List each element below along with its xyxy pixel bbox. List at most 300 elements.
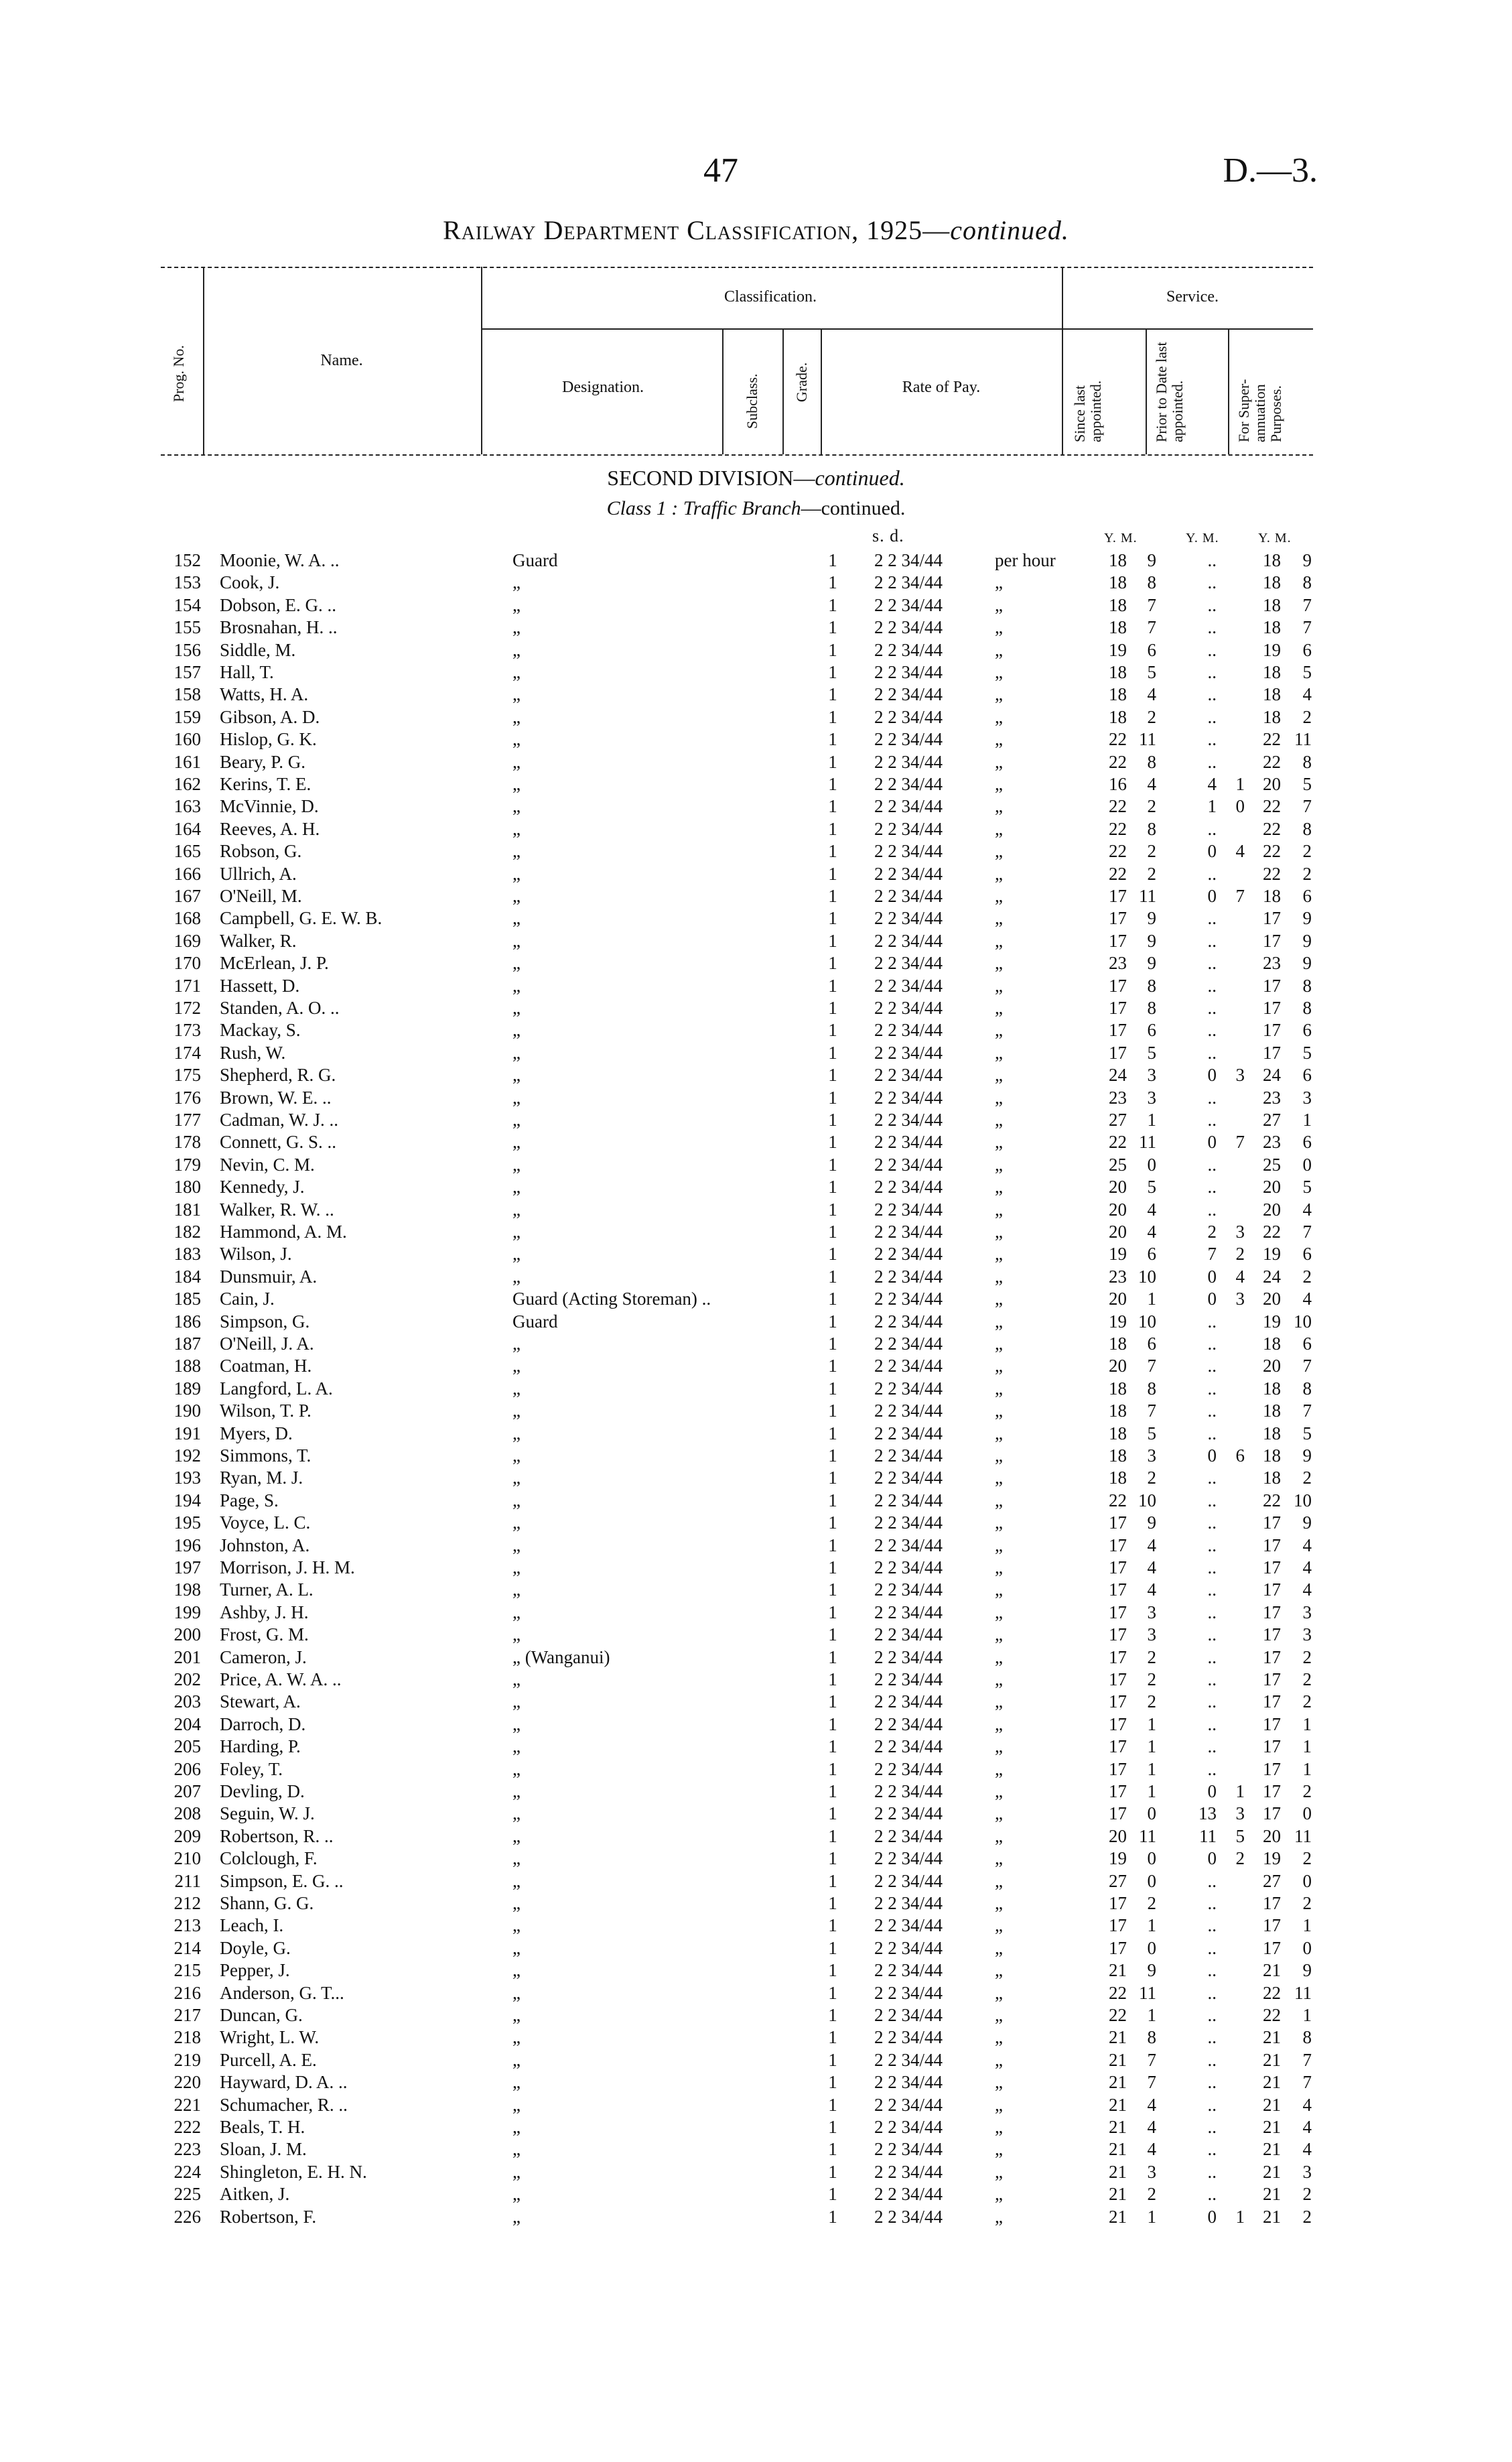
prior-years-cell: ..	[1207, 1557, 1217, 1577]
designation-cell: „	[512, 2139, 521, 2160]
since-years-cell: 22	[1109, 863, 1127, 884]
table-row	[0, 1445, 1512, 1467]
subclass-cell: 1	[828, 1893, 837, 1913]
subclass-cell: 1	[828, 1781, 837, 1801]
subclass-cell: 1	[828, 1848, 837, 1869]
prior-years-cell: ..	[1207, 1110, 1217, 1130]
super-years-cell: 21	[1263, 2072, 1281, 2093]
super-months-cell: 9	[1302, 550, 1312, 570]
prog-no-cell: 226	[174, 2206, 201, 2227]
super-years-cell: 17	[1263, 908, 1281, 929]
prior-years-cell: 0	[1207, 1289, 1217, 1309]
since-months-cell: 1	[1147, 2206, 1156, 2227]
prior-months-cell: 1	[1235, 1781, 1245, 1801]
rate-unit-cell: „	[995, 998, 1003, 1018]
prog-no-cell: 155	[174, 617, 201, 638]
name-cell: Frost, G. M.	[220, 1624, 309, 1645]
designation-cell: „	[512, 863, 521, 884]
prog-no-cell: 208	[174, 1803, 201, 1824]
name-cell: Wilson, J.	[220, 1244, 292, 1265]
rate-unit-cell: „	[995, 1199, 1003, 1220]
super-months-cell: 0	[1302, 1803, 1312, 1824]
prior-years-cell: ..	[1207, 1758, 1217, 1779]
super-years-cell: 18	[1263, 550, 1281, 570]
rate-cell: 2 2 34/44	[874, 594, 943, 615]
super-months-cell: 1	[1302, 1736, 1312, 1757]
super-years-cell: 17	[1263, 1512, 1281, 1533]
rate-unit-cell: „	[995, 1244, 1003, 1265]
name-cell: Anderson, G. T...	[220, 1982, 344, 2003]
rate-cell: 2 2 34/44	[874, 1893, 943, 1913]
super-years-cell: 17	[1263, 1803, 1281, 1824]
super-years-cell: 17	[1263, 1915, 1281, 1936]
rate-cell: 2 2 34/44	[874, 639, 943, 660]
super-months-cell: 2	[1302, 1646, 1312, 1667]
prog-no-cell: 201	[174, 1646, 201, 1667]
super-months-cell: 10	[1294, 1490, 1312, 1510]
prog-no-cell: 191	[174, 1423, 201, 1443]
since-years-cell: 18	[1109, 1334, 1127, 1354]
prior-years-cell: ..	[1207, 550, 1217, 570]
prior-years-cell: 0	[1207, 886, 1217, 906]
since-months-cell: 11	[1139, 1825, 1156, 1846]
table-row	[0, 706, 1512, 728]
prog-no-cell: 197	[174, 1557, 201, 1577]
since-months-cell: 3	[1147, 1065, 1156, 1086]
since-months-cell: 4	[1147, 2139, 1156, 2160]
since-years-cell: 17	[1109, 1713, 1127, 1734]
rate-unit-cell: „	[995, 863, 1003, 884]
table-row	[0, 1624, 1512, 1646]
subclass-cell: 1	[828, 841, 837, 862]
rate-unit-cell: „	[995, 1065, 1003, 1086]
rate-cell: 2 2 34/44	[874, 1646, 943, 1667]
rate-cell: 2 2 34/44	[874, 930, 943, 951]
table-row	[0, 1870, 1512, 1892]
prog-no-cell: 163	[174, 796, 201, 817]
prior-years-cell: ..	[1207, 1893, 1217, 1913]
prog-no-cell: 164	[174, 818, 201, 839]
prior-months-cell: 2	[1235, 1848, 1245, 1869]
name-cell: Brosnahan, H. ..	[220, 617, 338, 638]
rate-unit-cell: „	[995, 684, 1003, 705]
subclass-cell: 1	[828, 886, 837, 906]
since-years-cell: 19	[1109, 1311, 1127, 1332]
since-months-cell: 8	[1147, 572, 1156, 593]
table-row	[0, 1064, 1512, 1086]
prior-years-cell: ..	[1207, 2139, 1217, 2160]
name-cell: Dobson, E. G. ..	[220, 594, 336, 615]
table-row	[0, 1892, 1512, 1915]
prior-years-cell: ..	[1207, 729, 1217, 750]
prior-months-cell: 1	[1235, 2206, 1245, 2227]
table-row	[0, 2026, 1512, 2049]
subclass-cell: 1	[828, 594, 837, 615]
subclass-cell: 1	[828, 1401, 837, 1421]
super-months-cell: 6	[1302, 1020, 1312, 1041]
rate-cell: 2 2 34/44	[874, 1222, 943, 1242]
prog-no-cell: 169	[174, 930, 201, 951]
name-cell: Moonie, W. A. ..	[220, 550, 340, 570]
super-years-cell: 20	[1263, 1356, 1281, 1376]
subclass-cell: 1	[828, 1803, 837, 1824]
super-years-cell: 17	[1263, 1646, 1281, 1667]
super-years-cell: 19	[1263, 1311, 1281, 1332]
since-months-cell: 0	[1147, 1848, 1156, 1869]
rate-cell: 2 2 34/44	[874, 1132, 943, 1153]
subclass-cell: 1	[828, 729, 837, 750]
prog-no-cell: 220	[174, 2072, 201, 2093]
since-years-cell: 21	[1109, 2049, 1127, 2070]
designation-cell: „	[512, 1870, 521, 1891]
prior-years-cell: ..	[1207, 1736, 1217, 1757]
name-cell: Voyce, L. C.	[220, 1512, 311, 1533]
name-cell: Kerins, T. E.	[220, 774, 312, 794]
since-years-cell: 17	[1109, 1512, 1127, 1533]
designation-cell: „	[512, 1915, 521, 1936]
name-cell: O'Neill, J. A.	[220, 1334, 314, 1354]
prior-years-cell: ..	[1207, 2117, 1217, 2137]
since-years-cell: 18	[1109, 662, 1127, 682]
rate-cell: 2 2 34/44	[874, 1781, 943, 1801]
since-months-cell: 3	[1147, 1602, 1156, 1622]
table-row	[0, 930, 1512, 952]
super-years-cell: 17	[1263, 1736, 1281, 1757]
rate-unit-cell: „	[995, 1401, 1003, 1421]
table-row	[0, 997, 1512, 1019]
table-row	[0, 1042, 1512, 1064]
since-months-cell: 4	[1147, 684, 1156, 705]
designation-cell: „	[512, 1624, 521, 1645]
name-cell: Leach, I.	[220, 1915, 284, 1936]
prior-years-cell: ..	[1207, 818, 1217, 839]
super-months-cell: 4	[1302, 2117, 1312, 2137]
designation-cell: „	[512, 1065, 521, 1086]
designation-cell: „	[512, 1468, 521, 1488]
subclass-cell: 1	[828, 1065, 837, 1086]
designation-cell: „	[512, 1356, 521, 1376]
super-years-cell: 21	[1263, 2161, 1281, 2182]
since-months-cell: 2	[1147, 863, 1156, 884]
prog-no-cell: 178	[174, 1132, 201, 1153]
since-years-cell: 17	[1109, 975, 1127, 996]
prog-no-cell: 182	[174, 1222, 201, 1242]
super-years-cell: 17	[1263, 975, 1281, 996]
prog-no-cell: 222	[174, 2117, 201, 2137]
subclass-cell: 1	[828, 1132, 837, 1153]
subclass-cell: 1	[828, 1915, 837, 1936]
since-years-cell: 17	[1109, 1803, 1127, 1824]
super-years-cell: 22	[1263, 841, 1281, 862]
super-months-cell: 6	[1302, 1244, 1312, 1265]
prior-years-cell: ..	[1207, 908, 1217, 929]
rate-cell: 2 2 34/44	[874, 617, 943, 638]
prog-no-cell: 189	[174, 1378, 201, 1399]
super-months-cell: 6	[1302, 1065, 1312, 1086]
prog-no-cell: 154	[174, 594, 201, 615]
since-years-cell: 17	[1109, 1557, 1127, 1577]
designation-cell: „	[512, 2005, 521, 2025]
name-cell: Seguin, W. J.	[220, 1803, 315, 1824]
subclass-cell: 1	[828, 1244, 837, 1265]
since-years-cell: 22	[1109, 818, 1127, 839]
since-months-cell: 4	[1147, 1579, 1156, 1600]
super-years-cell: 22	[1263, 796, 1281, 817]
super-months-cell: 4	[1302, 1199, 1312, 1220]
table-row	[0, 1199, 1512, 1221]
super-months-cell: 7	[1302, 594, 1312, 615]
subclass-cell: 1	[828, 1445, 837, 1466]
rate-unit-cell: „	[995, 1893, 1003, 1913]
prior-years-cell: ..	[1207, 1020, 1217, 1041]
name-cell: Cook, J.	[220, 572, 280, 593]
prog-no-cell: 185	[174, 1289, 201, 1309]
rate-cell: 2 2 34/44	[874, 1266, 943, 1287]
rate-unit-cell: „	[995, 841, 1003, 862]
subclass-cell: 1	[828, 1110, 837, 1130]
prior-years-cell: ..	[1207, 1669, 1217, 1689]
prior-months-cell: 2	[1235, 1244, 1245, 1265]
header-divider	[1228, 328, 1229, 454]
rate-cell: 2 2 34/44	[874, 1713, 943, 1734]
since-months-cell: 9	[1147, 953, 1156, 974]
since-months-cell: 1	[1147, 1758, 1156, 1779]
prog-no-cell: 206	[174, 1758, 201, 1779]
since-years-cell: 20	[1109, 1356, 1127, 1376]
prior-years-cell: 0	[1207, 1266, 1217, 1287]
designation-cell: „	[512, 1803, 521, 1824]
name-cell: Walker, R.	[220, 930, 297, 951]
super-years-cell: 17	[1263, 1602, 1281, 1622]
name-cell: Reeves, A. H.	[220, 818, 320, 839]
name-cell: Cameron, J.	[220, 1646, 307, 1667]
rate-cell: 2 2 34/44	[874, 684, 943, 705]
prog-no-cell: 158	[174, 684, 201, 705]
prior-years-cell: ..	[1207, 1624, 1217, 1645]
header-divider	[481, 267, 482, 454]
since-months-cell: 6	[1147, 639, 1156, 660]
super-years-cell: 17	[1263, 1669, 1281, 1689]
designation-cell: „	[512, 796, 521, 817]
since-months-cell: 4	[1147, 1199, 1156, 1220]
rate-unit-cell: „	[995, 1825, 1003, 1846]
rate-unit-cell: „	[995, 1334, 1003, 1354]
designation-cell: „	[512, 1244, 521, 1265]
designation-cell: „	[512, 1893, 521, 1913]
table-row	[0, 1691, 1512, 1713]
designation-cell: „	[512, 1132, 521, 1153]
table-row	[0, 751, 1512, 773]
since-months-cell: 7	[1147, 2072, 1156, 2093]
name-cell: Shann, G. G.	[220, 1893, 314, 1913]
super-months-cell: 4	[1302, 1289, 1312, 1309]
prior-months-cell: 0	[1235, 796, 1245, 817]
prog-no-cell: 203	[174, 1691, 201, 1712]
prog-no-cell: 160	[174, 729, 201, 750]
subclass-cell: 1	[828, 1356, 837, 1376]
designation-cell: „	[512, 594, 521, 615]
designation-cell: „	[512, 1713, 521, 1734]
rate-cell: 2 2 34/44	[874, 1154, 943, 1175]
designation-cell: Guard (Acting Storeman) ..	[512, 1289, 711, 1309]
rate-unit-cell: „	[995, 1177, 1003, 1197]
subclass-cell: 1	[828, 1020, 837, 1041]
rate-cell: 2 2 34/44	[874, 975, 943, 996]
since-months-cell: 4	[1147, 1557, 1156, 1577]
since-months-cell: 6	[1147, 1020, 1156, 1041]
super-months-cell: 4	[1302, 2094, 1312, 2115]
table-row	[0, 795, 1512, 818]
table-row	[0, 907, 1512, 929]
super-months-cell: 8	[1302, 975, 1312, 996]
designation-cell: „	[512, 2072, 521, 2093]
designation-cell: „	[512, 1042, 521, 1063]
table-row	[0, 1221, 1512, 1243]
since-years-cell: 21	[1109, 2184, 1127, 2205]
super-months-cell: 2	[1302, 863, 1312, 884]
since-months-cell: 8	[1147, 1378, 1156, 1399]
designation-cell: „	[512, 2206, 521, 2227]
super-years-cell: 21	[1263, 2117, 1281, 2137]
table-row	[0, 572, 1512, 594]
prior-years-cell: 0	[1207, 2206, 1217, 2227]
since-months-cell: 9	[1147, 550, 1156, 570]
prog-no-cell: 180	[174, 1177, 201, 1197]
since-months-cell: 8	[1147, 975, 1156, 996]
prog-no-cell: 219	[174, 2049, 201, 2070]
title-continued: continued.	[950, 215, 1069, 245]
designation-cell: „	[512, 1557, 521, 1577]
super-months-cell: 2	[1302, 1468, 1312, 1488]
prog-no-cell: 181	[174, 1199, 201, 1220]
since-years-cell: 18	[1109, 1468, 1127, 1488]
rate-unit-cell: „	[995, 1915, 1003, 1936]
rate-unit-cell: „	[995, 1736, 1003, 1757]
subclass-cell: 1	[828, 1579, 837, 1600]
prior-years-cell: ..	[1207, 1378, 1217, 1399]
since-years-cell: 17	[1109, 1020, 1127, 1041]
super-months-cell: 1	[1302, 2005, 1312, 2025]
prior-years-cell: ..	[1207, 930, 1217, 951]
name-cell: Hislop, G. K.	[220, 729, 317, 750]
prior-years-cell: ..	[1207, 751, 1217, 772]
prior-months-cell: 3	[1235, 1803, 1245, 1824]
rate-unit-cell: „	[995, 1624, 1003, 1645]
rate-unit-cell: „	[995, 908, 1003, 929]
prog-no-cell: 159	[174, 706, 201, 727]
rate-unit-cell: „	[995, 751, 1003, 772]
prog-no-cell: 212	[174, 1893, 201, 1913]
table-row	[0, 1512, 1512, 1534]
name-cell: Shingleton, E. H. N.	[220, 2161, 367, 2182]
header-since-last-appointed: Since last appointed.	[1071, 380, 1104, 442]
rate-cell: 2 2 34/44	[874, 2161, 943, 2182]
designation-cell: „	[512, 706, 521, 727]
prog-no-cell: 188	[174, 1356, 201, 1376]
name-cell: Ryan, M. J.	[220, 1468, 303, 1488]
rate-cell: 2 2 34/44	[874, 2184, 943, 2205]
since-years-cell: 20	[1109, 1289, 1127, 1309]
rate-cell: 2 2 34/44	[874, 1177, 943, 1197]
rate-unit-cell: „	[995, 1110, 1003, 1130]
prog-no-cell: 186	[174, 1311, 201, 1332]
rate-cell: 2 2 34/44	[874, 550, 943, 570]
super-years-cell: 20	[1263, 774, 1281, 794]
prior-years-cell: ..	[1207, 998, 1217, 1018]
rate-unit-cell: „	[995, 617, 1003, 638]
rate-unit-cell: „	[995, 774, 1003, 794]
name-cell: Colclough, F.	[220, 1848, 318, 1869]
super-months-cell: 2	[1302, 1266, 1312, 1287]
table-row	[0, 885, 1512, 907]
super-years-cell: 19	[1263, 1848, 1281, 1869]
super-months-cell: 7	[1302, 1356, 1312, 1376]
prog-no-cell: 176	[174, 1087, 201, 1108]
designation-cell: „	[512, 953, 521, 974]
prog-no-cell: 171	[174, 975, 201, 996]
name-cell: Wright, L. W.	[220, 2027, 320, 2048]
super-years-cell: 22	[1263, 1982, 1281, 2003]
since-months-cell: 1	[1147, 1915, 1156, 1936]
super-months-cell: 4	[1302, 1557, 1312, 1577]
since-months-cell: 8	[1147, 818, 1156, 839]
designation-cell: „	[512, 1423, 521, 1443]
header-divider	[203, 267, 204, 454]
since-years-cell: 17	[1109, 1937, 1127, 1958]
subclass-cell: 1	[828, 975, 837, 996]
prior-months-cell: 3	[1235, 1289, 1245, 1309]
since-years-cell: 23	[1109, 953, 1127, 974]
table-row	[0, 818, 1512, 840]
since-years-cell: 18	[1109, 550, 1127, 570]
table-row	[0, 1243, 1512, 1265]
rate-unit-cell: „	[995, 886, 1003, 906]
prior-years-cell: ..	[1207, 1311, 1217, 1332]
since-years-cell: 21	[1109, 2094, 1127, 2115]
rate-unit-cell: „	[995, 1691, 1003, 1712]
subclass-cell: 1	[828, 1490, 837, 1510]
designation-cell: „	[512, 1177, 521, 1197]
rate-unit-cell: „	[995, 1781, 1003, 1801]
since-years-cell: 24	[1109, 1065, 1127, 1086]
header-divider	[1062, 267, 1063, 454]
subclass-cell: 1	[828, 1557, 837, 1577]
since-years-cell: 17	[1109, 886, 1127, 906]
rate-cell: 2 2 34/44	[874, 1915, 943, 1936]
page-title	[0, 214, 1512, 246]
designation-cell: „	[512, 2117, 521, 2137]
table-row	[0, 2206, 1512, 2228]
designation-cell: „	[512, 1602, 521, 1622]
prior-years-cell: ..	[1207, 2184, 1217, 2205]
table-row	[0, 1467, 1512, 1489]
header-divider	[722, 328, 724, 454]
prog-no-cell: 157	[174, 662, 201, 682]
prog-no-cell: 211	[174, 1870, 201, 1891]
name-cell: McVinnie, D.	[220, 796, 319, 817]
super-years-cell: 17	[1263, 1557, 1281, 1577]
since-months-cell: 4	[1147, 2117, 1156, 2137]
prog-no-cell: 172	[174, 998, 201, 1018]
since-months-cell: 7	[1147, 2049, 1156, 2070]
rate-cell: 2 2 34/44	[874, 1557, 943, 1577]
rate-unit-cell: „	[995, 2117, 1003, 2137]
rate-unit-cell: „	[995, 975, 1003, 996]
rate-cell: 2 2 34/44	[874, 2049, 943, 2070]
name-cell: Page, S.	[220, 1490, 279, 1510]
super-years-cell: 17	[1263, 998, 1281, 1018]
designation-cell: „	[512, 1579, 521, 1600]
